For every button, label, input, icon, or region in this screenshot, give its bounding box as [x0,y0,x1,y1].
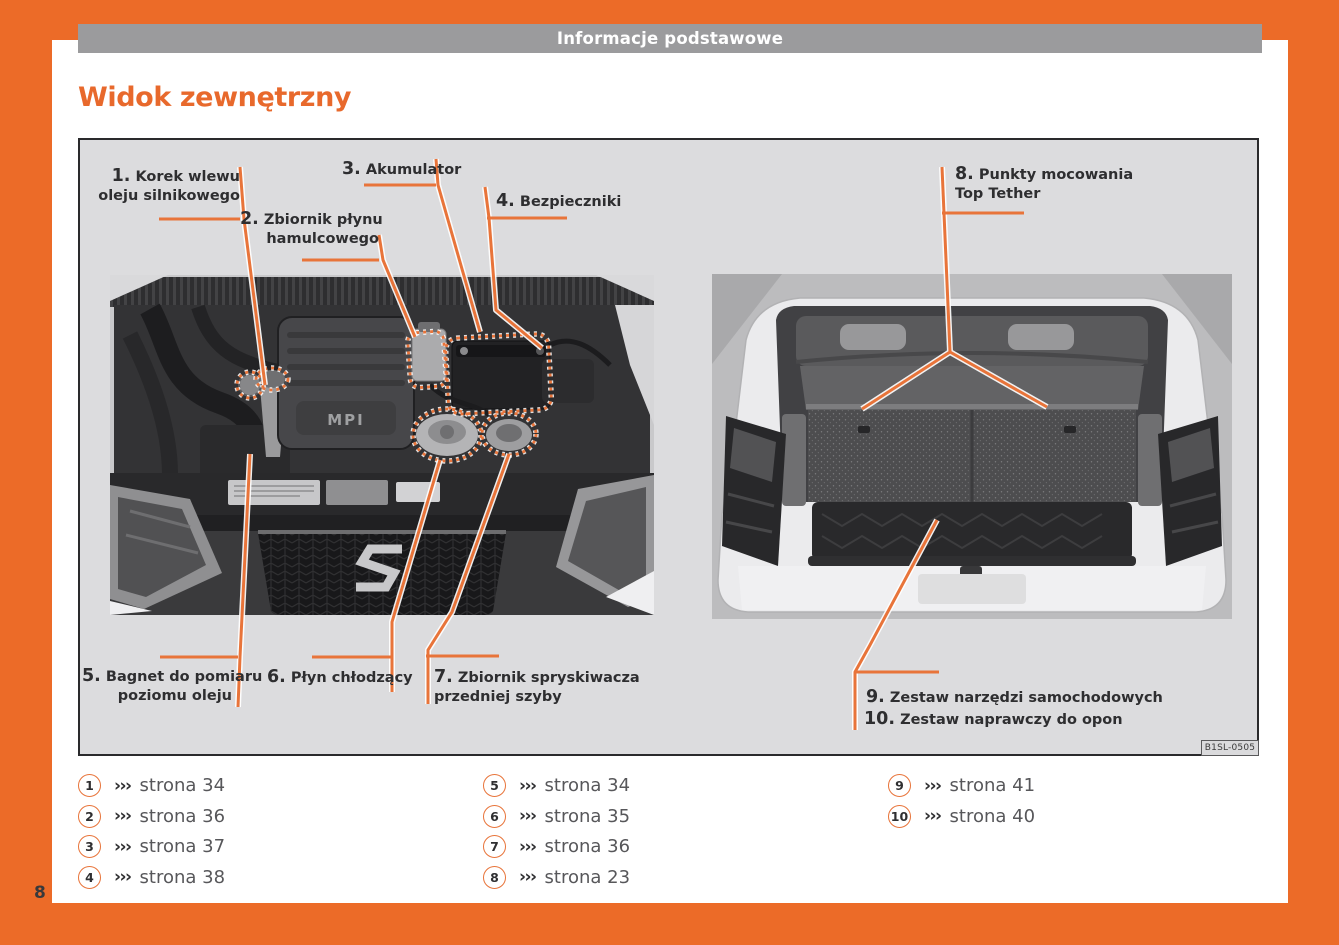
reference-item [483,866,630,889]
cross-reference-arrows: ››› [114,806,131,826]
reference-item [78,835,225,858]
page-reference-text: strona 34 [139,775,226,796]
trunk-photo [712,274,1232,619]
reference-item [78,805,225,828]
reference-column-1 [78,774,225,896]
reference-column-2 [483,774,630,896]
callout-number-badge: 9 [888,774,911,797]
page-reference-text: strona 40 [949,805,1036,827]
cross-reference-arrows: ››› [519,867,536,887]
callout-label-7: 7. Zbiornik spryskiwacza przedniej szyby [434,667,640,705]
page-title: Widok zewnętrzny [78,82,352,113]
cross-reference-arrows: ››› [519,836,536,857]
page-reference-text: strona 36 [544,836,631,857]
reference-item [888,805,1035,828]
engine-bay-photo [110,275,654,615]
callout-number-badge: 6 [483,805,506,828]
callout-number-badge: 10 [888,805,911,828]
page-reference-text: strona 34 [544,775,631,796]
callout-number-badge: 8 [483,866,506,889]
callout-label-9: 9. Zestaw narzędzi samochodowych [866,687,1163,707]
figure-panel [78,138,1259,756]
callout-label-5: 5. Bagnet do pomiaru poziomu oleju [82,666,263,704]
cross-reference-arrows: ››› [924,775,941,796]
callout-number-badge: 7 [483,835,506,858]
callout-number-badge: 2 [78,805,101,828]
callout-label-3: 3. Akumulator [342,159,462,179]
engine-cover-badge: MPI [327,411,365,429]
page-reference-text: strona 35 [544,805,631,827]
callout-number-badge: 1 [78,774,101,797]
page-reference-text: strona 23 [544,866,631,888]
cross-reference-arrows: ››› [114,836,131,857]
reference-item [888,774,1035,797]
callout-number-badge: 4 [78,866,101,889]
page-reference-text: strona 41 [949,775,1036,796]
callout-label-2: 2. Zbiornik płynu hamulcowego [240,209,383,247]
reference-item [78,866,225,889]
callout-label-8: 8. Punkty mocowania Top Tether [955,164,1134,202]
page-number: 8 [34,883,46,903]
reference-item [483,805,630,828]
cross-reference-arrows: ››› [114,867,131,887]
reference-column-3 [888,774,1035,835]
reference-item [78,774,225,797]
page-reference-text: strona 37 [139,836,226,857]
callout-label-1: 1. Korek wlewu oleju silnikowego [98,166,240,204]
callout-label-10: 10. Zestaw naprawczy do opon [864,709,1123,729]
image-code-badge: B1SL-0505 [1201,740,1259,756]
cross-reference-arrows: ››› [924,806,941,826]
cross-reference-arrows: ››› [519,806,536,826]
callout-number-badge: 5 [483,774,506,797]
callout-number-badge: 3 [78,835,101,858]
chapter-header: Informacje podstawowe [78,24,1262,53]
callout-label-4: 4. Bezpieczniki [496,191,622,211]
page-reference-text: strona 36 [139,805,226,827]
cross-reference-arrows: ››› [114,775,131,796]
cross-reference-arrows: ››› [519,775,536,796]
callout-label-6: 6. Płyn chłodzący [267,667,413,687]
reference-item [483,835,630,858]
reference-item [483,774,630,797]
page-reference-text: strona 38 [139,866,226,888]
